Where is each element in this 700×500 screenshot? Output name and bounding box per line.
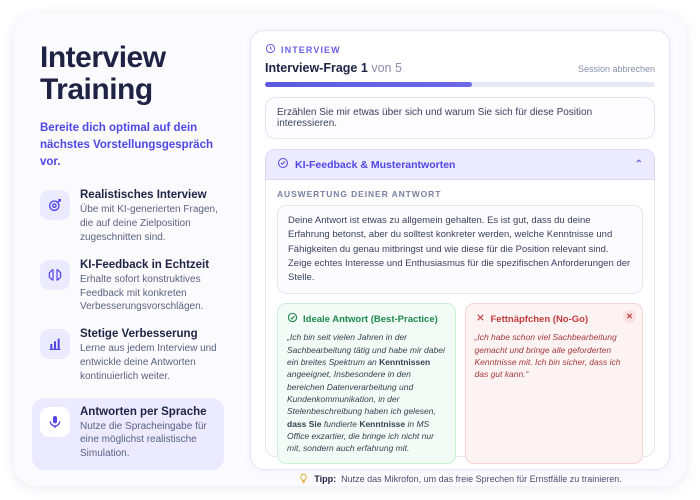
question-header bbox=[265, 61, 655, 75]
feature-item-continuous-improvement bbox=[40, 328, 230, 383]
analysis-label: AUSWERTUNG DEINER ANTWORT bbox=[277, 189, 442, 200]
best-practice-header bbox=[287, 312, 446, 326]
right-panel bbox=[244, 14, 686, 486]
feature-item-realtime-feedback bbox=[40, 259, 230, 314]
feature-desc: Übe mit KI-generierten Fragen, die auf deine Zielposition zugeschnitten sind. bbox=[80, 204, 218, 243]
best-practice-text bbox=[287, 331, 446, 454]
feature-title: Realistisches Interview bbox=[80, 189, 207, 202]
best-practice-title: Ideale Antwort (Best-Practice) bbox=[303, 313, 438, 325]
tip-row bbox=[277, 473, 643, 486]
progress-bar-fill bbox=[265, 82, 472, 87]
close-icon[interactable]: ✕ bbox=[623, 310, 636, 323]
check-circle-icon bbox=[287, 312, 298, 326]
feature-item-voice-answers[interactable] bbox=[32, 398, 224, 470]
lightbulb-icon bbox=[298, 473, 309, 486]
tip-label: Tipp: bbox=[314, 474, 337, 485]
feature-title: KI-Feedback in Echtzeit bbox=[80, 258, 210, 271]
target-icon bbox=[40, 190, 70, 220]
best-practice-card bbox=[277, 303, 456, 463]
bp-bold-1: Kenntnissen bbox=[379, 357, 431, 368]
no-go-card bbox=[465, 303, 644, 463]
feature-desc: Erhalte sofort konstruktives Feedback mit konkreten Verbesserungsvorschlägen. bbox=[80, 273, 204, 313]
bp-bold-3: Kenntnisse bbox=[359, 418, 406, 429]
tip-text: Nutze das Mikrofon, um das freie Sprechen für Ernstfälle zu trainieren. bbox=[341, 474, 622, 485]
feedback-section-header[interactable] bbox=[265, 149, 655, 180]
panel-kicker bbox=[265, 43, 655, 56]
progress-bar bbox=[265, 82, 655, 87]
cancel-session-link[interactable]: Session abbrechen bbox=[577, 64, 655, 74]
chevron-up-icon[interactable]: ⌃ bbox=[634, 159, 643, 171]
clock-icon bbox=[265, 43, 276, 56]
bp-seg-4: in MS Office exzartier, die bringe ich nicht nur mit, sondern auch erfahrung mit. bbox=[287, 418, 434, 454]
page-title bbox=[40, 42, 230, 106]
feature-item-realistic-interview bbox=[40, 189, 230, 244]
feature-desc: Lerne aus jedem Interview und entwickle deine Antworten kontinuierlich weiter. bbox=[80, 343, 217, 382]
page-title-line1: Interview bbox=[40, 41, 166, 74]
main-card bbox=[14, 14, 686, 486]
feature-title: Antworten per Sprache bbox=[80, 405, 207, 418]
feature-title: Stetige Verbesserung bbox=[80, 328, 198, 341]
microphone-icon bbox=[40, 407, 70, 437]
left-panel bbox=[14, 14, 244, 486]
bp-seg-1: „Ich bin seit vielen Jahren in der Sachbearbeitung tätig und habe mir dabei ein breites Spektrum an bbox=[287, 332, 445, 368]
no-go-title: Fettnäpfchen (No-Go) bbox=[490, 313, 589, 325]
no-go-header bbox=[475, 312, 634, 326]
x-mark-icon bbox=[475, 312, 486, 326]
page-title-line2: Training bbox=[40, 72, 153, 106]
interview-panel bbox=[250, 30, 670, 485]
question-counter-light: von 5 bbox=[371, 61, 402, 75]
question-counter bbox=[265, 61, 402, 75]
page-subtitle: Bereite dich optimal auf dein nächstes Vorstellungsgespräch vor. bbox=[40, 121, 213, 169]
chart-up-icon bbox=[40, 329, 70, 359]
bp-seg-2: angeeignet, Insbesondere in den bereichen Datenverarbeitung und Kundenkommunikation, in der Stelenbeschreibung haben ich gelesen, bbox=[287, 369, 436, 417]
feature-desc: Nutze die Spracheingabe für eine möglichst realistische Simulation. bbox=[80, 420, 207, 460]
question-text: Erzählen Sie mir etwas über sich und warum Sie sich für diese Position interessieren. bbox=[265, 97, 655, 139]
brain-icon bbox=[40, 260, 70, 290]
feedback-title: KI-Feedback & Musterantworten bbox=[295, 158, 456, 171]
sparkle-icon bbox=[277, 157, 289, 172]
question-counter-strong: Interview-Frage 1 bbox=[265, 61, 368, 75]
answer-comparison bbox=[277, 303, 643, 463]
analysis-text: Deine Antwort ist etwas zu allgemein gehalten. Es ist gut, dass du deine Erfahrung betonst, aber du solltest konkreter werden, welche Kenntnisse und Fähigkeiten du genau mitbringst und wie diese für die Position relevant sind. Zeige echtes Interesse und Enthusiasmus für die spezifischen Anforderungen der Stelle. bbox=[277, 205, 643, 294]
kicker-label: INTERVIEW bbox=[281, 44, 341, 55]
no-go-text: „Ich habe schon viel Sachbearbeitung gemacht und bringe alle geforderten Kenntnisse mit. Ich bin sicher, dass ich das gut kann.“ bbox=[474, 332, 621, 380]
bp-bold-2: dass Sie bbox=[287, 418, 322, 429]
feedback-body bbox=[265, 180, 655, 485]
bp-seg-3: fundierte bbox=[321, 418, 360, 429]
